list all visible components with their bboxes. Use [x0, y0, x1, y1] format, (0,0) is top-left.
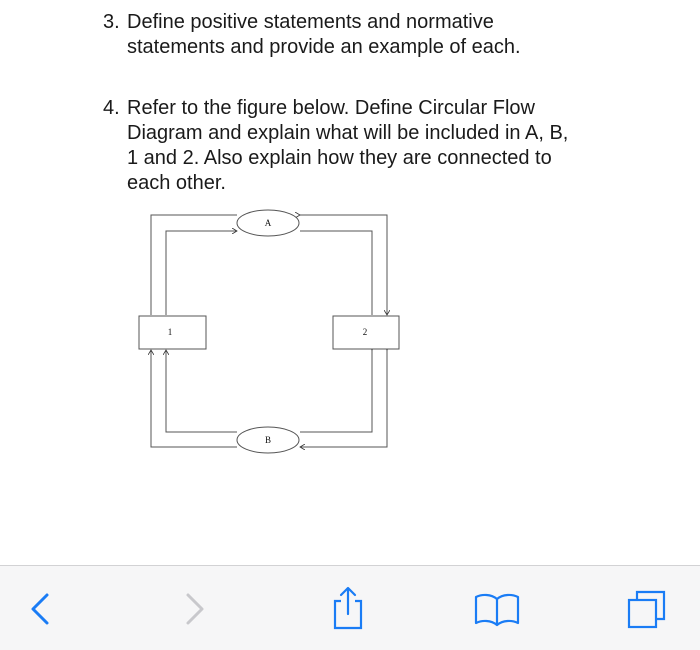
box-1	[139, 316, 206, 349]
question-4-number: 4.	[103, 97, 120, 119]
back-button[interactable]	[5, 566, 75, 650]
question-4	[103, 96, 623, 196]
question-4-line-3: 1 and 2. Also explain how they are connected to	[127, 147, 552, 169]
forward-button[interactable]	[160, 566, 230, 650]
circular-flow-diagram-svg	[120, 195, 420, 470]
tabs-icon	[625, 587, 669, 631]
question-4-line-1: 4. Refer to the figure below. Define Circular Flow	[103, 97, 535, 119]
box-2-label: 2	[362, 327, 368, 337]
bookmarks-button[interactable]	[462, 566, 532, 650]
question-3	[103, 10, 623, 60]
question-4-line-4: each other.	[127, 172, 226, 194]
forward-icon	[180, 589, 210, 629]
box-2	[333, 316, 399, 349]
oval-b	[237, 427, 299, 453]
question-3-number: 3.	[103, 11, 120, 33]
tabs-button[interactable]	[612, 566, 682, 650]
circular-flow-diagram	[120, 195, 420, 470]
share-button[interactable]	[313, 566, 383, 650]
share-icon	[328, 584, 368, 634]
back-icon	[25, 589, 55, 629]
question-4-line-2: Diagram and explain what will be included in A, B,	[127, 122, 569, 144]
browser-toolbar	[0, 565, 700, 650]
oval-a-label: A	[264, 218, 272, 228]
question-3-line-2: statements and provide an example of each.	[127, 36, 521, 58]
box-1-label: 1	[167, 327, 173, 337]
bookmarks-icon	[472, 589, 522, 629]
oval-a	[237, 210, 299, 236]
question-3-line-1: 3. Define positive statements and normative	[103, 11, 494, 33]
oval-b-label: B	[264, 435, 272, 445]
